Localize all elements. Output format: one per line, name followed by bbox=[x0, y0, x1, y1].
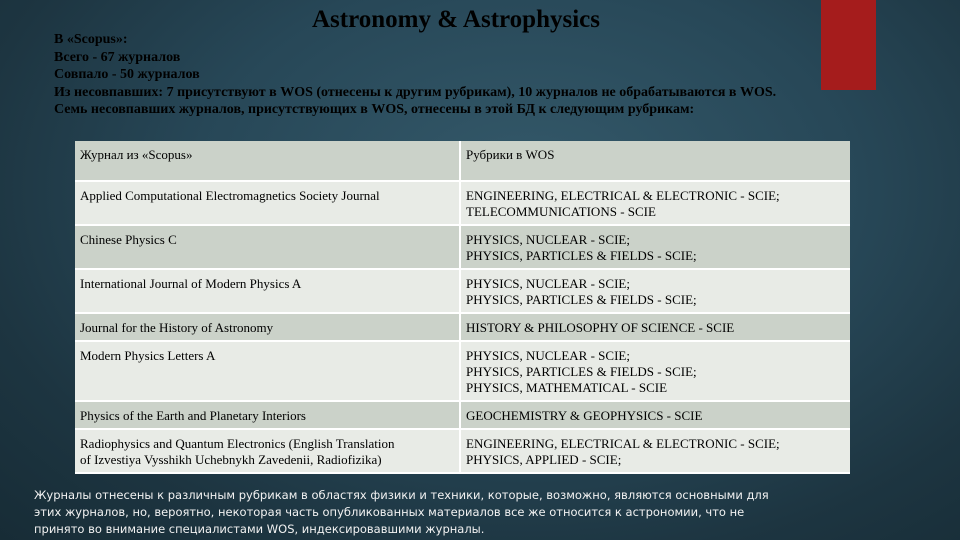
footer-line: этих журналов, но, вероятно, некоторая часть опубликованных материалов все же относится к астрономии, что не bbox=[34, 505, 745, 519]
journal-cell bbox=[75, 269, 460, 313]
intro-line: Совпало - 50 журналов bbox=[54, 67, 200, 82]
wos-category: PHYSICS, MATHEMATICAL - SCIE bbox=[466, 380, 668, 395]
journal-name: Physics of the Earth and Planetary Interiors bbox=[80, 408, 306, 423]
journal-name: Modern Physics Letters A bbox=[80, 348, 216, 363]
table-row bbox=[75, 401, 850, 429]
wos-category: PHYSICS, APPLIED - SCIE; bbox=[466, 452, 622, 467]
wos-category: TELECOMMUNICATIONS - SCIE bbox=[466, 204, 656, 219]
categories-cell bbox=[460, 401, 850, 429]
header-journal: Журнал из «Scopus» bbox=[75, 141, 460, 181]
table-row bbox=[75, 341, 850, 401]
categories-cell bbox=[460, 341, 850, 401]
categories-cell bbox=[460, 225, 850, 269]
wos-category: PHYSICS, NUCLEAR - SCIE; bbox=[466, 348, 630, 363]
table-row bbox=[75, 181, 850, 225]
journal-cell bbox=[75, 341, 460, 401]
table-header-row bbox=[75, 141, 850, 181]
journals-table bbox=[75, 141, 850, 474]
categories-cell bbox=[460, 181, 850, 225]
table-row bbox=[75, 225, 850, 269]
journal-cell bbox=[75, 313, 460, 341]
intro-line: В «Scopus»: bbox=[54, 32, 128, 47]
wos-category: PHYSICS, PARTICLES & FIELDS - SCIE; bbox=[466, 248, 697, 263]
wos-category: ENGINEERING, ELECTRICAL & ELECTRONIC - SCIE; bbox=[466, 188, 780, 203]
table-row bbox=[75, 269, 850, 313]
journal-name: Journal for the History of Astronomy bbox=[80, 320, 274, 335]
journal-name: Chinese Physics C bbox=[80, 232, 177, 247]
journal-name: International Journal of Modern Physics A bbox=[80, 276, 302, 291]
categories-cell bbox=[460, 269, 850, 313]
journal-name: of Izvestiya Vysshikh Uchebnykh Zavedenii, Radiofizika) bbox=[80, 452, 382, 467]
table-row bbox=[75, 313, 850, 341]
table-body bbox=[75, 181, 850, 473]
header-categories: Рубрики в WOS bbox=[460, 141, 850, 181]
wos-category: PHYSICS, PARTICLES & FIELDS - SCIE; bbox=[466, 364, 697, 379]
journal-cell bbox=[75, 225, 460, 269]
intro-text bbox=[54, 31, 776, 119]
journal-cell bbox=[75, 429, 460, 473]
slide-title: Astronomy & Astrophysics bbox=[312, 6, 600, 33]
categories-cell bbox=[460, 429, 850, 473]
wos-category: ENGINEERING, ELECTRICAL & ELECTRONIC - SCIE; bbox=[466, 436, 780, 451]
journal-cell bbox=[75, 181, 460, 225]
intro-line: Всего - 67 журналов bbox=[54, 49, 181, 65]
footer-line: Журналы отнесены к различным рубрикам в областях физики и техники, которые, возможно, являются основными для bbox=[34, 488, 769, 502]
footer-note bbox=[34, 487, 914, 538]
wos-category: HISTORY & PHILOSOPHY OF SCIENCE - SCIE bbox=[466, 320, 735, 335]
wos-category: PHYSICS, NUCLEAR - SCIE; bbox=[466, 232, 630, 247]
wos-category: PHYSICS, NUCLEAR - SCIE; bbox=[466, 276, 630, 291]
wos-category: GEOCHEMISTRY & GEOPHYSICS - SCIE bbox=[466, 408, 703, 423]
intro-line: Из несовпавших: 7 присутствуют в WOS (отнесены к другим рубрикам), 10 журналов не обрабатываются в WOS. bbox=[54, 84, 777, 100]
wos-category: PHYSICS, PARTICLES & FIELDS - SCIE; bbox=[466, 292, 697, 307]
journal-name: Radiophysics and Quantum Electronics (English Translation bbox=[80, 436, 395, 451]
footer-line: принято во внимание специалистами WOS, индексировавшими журналы. bbox=[34, 522, 485, 536]
categories-cell bbox=[460, 313, 850, 341]
journal-cell bbox=[75, 401, 460, 429]
table-row bbox=[75, 429, 850, 473]
intro-line: Семь несовпавших журналов, присутствующих в WOS, отнесены в этой БД к следующим рубрикам: bbox=[54, 102, 695, 117]
journal-name: Applied Computational Electromagnetics Society Journal bbox=[80, 188, 380, 203]
